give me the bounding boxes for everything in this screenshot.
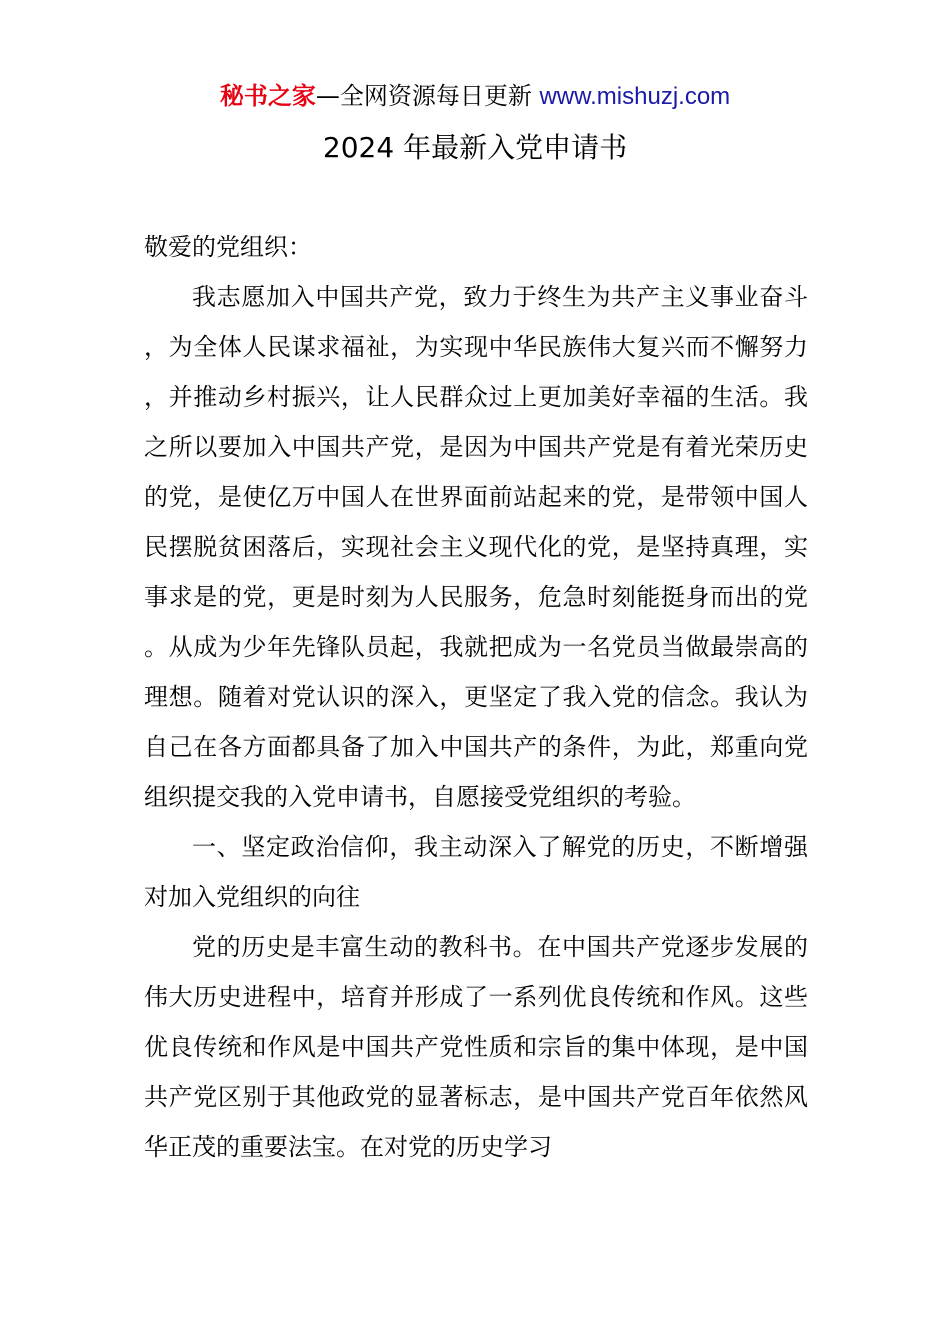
salutation: 敬爱的党组织： xyxy=(144,233,312,261)
document-title: 2024 年最新入党申请书 xyxy=(322,131,628,164)
section-heading-1: 一、坚定政治信仰，我主动深入了解党的历史，不断增强对加入党组织的向往 xyxy=(144,833,808,911)
paragraph-intro: 我志愿加入中国共产党，致力于终生为共产主义事业奋斗，为全体人民谋求福祉，为实现中华民族伟大复兴而不懈努力，并推动乡村振兴，让人民群众过上更加美好幸福的生活。我之所以要加入中国共产党，是因为中国共产党是有着光荣历史的党，是使亿万中国人在世界面前站起来的党，是带领中国人民摆脱贫困落后，实现社会主义现代化的党，是坚持真理，实事求是的党，更是时刻为人民服务，危急时刻能挺身而出的党。从成为少年先锋队员起，我就把成为一名党员当做最崇高的理想。随着对党认识的深入，更坚定了我入党的信念。我认为自己在各方面都具备了加入中国共产的条件，为此，郑重向党组织提交我的入党申请书，自愿接受党组织的考验。 xyxy=(144,283,808,811)
site-url-link[interactable]: www.mishuzj.com xyxy=(539,83,731,110)
document-body xyxy=(144,222,808,1172)
brand-name: 秘书之家 xyxy=(219,82,316,110)
paragraph-history: 党的历史是丰富生动的教科书。在中国共产党逐步发展的伟大历史进程中，培育并形成了一系列优良传统和作风。这些优良传统和作风是中国共产党性质和宗旨的集中体现，是中国共产党区别于其他政党的显著标志，是中国共产党百年依然风华正茂的重要法宝。在对党的历史学习 xyxy=(144,933,808,1161)
site-header xyxy=(0,80,950,113)
header-tagline: —全网资源每日更新 xyxy=(315,82,540,110)
